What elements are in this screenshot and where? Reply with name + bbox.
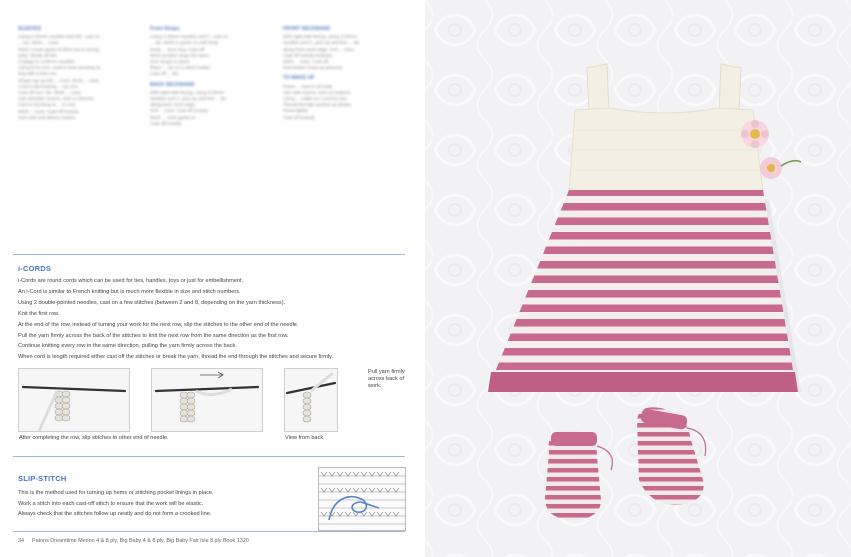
footer-text: Patons Dreamtime Merino 4 & 8 ply, Big Baby 4 & 8 ply, Big Baby Fair Isle 8 ply Book 1320: [32, 538, 249, 544]
pattern-line: Join side seams. Sew on buttons.: [283, 89, 352, 95]
slipstitch-title: SLIP-STITCH: [18, 474, 67, 483]
slipstitch-body: [18, 488, 214, 520]
pattern-line: Thread through eyelets as shown.: [283, 102, 353, 108]
icords-line: Knit the first row.: [18, 310, 60, 317]
pattern-line: Work another strap the same.: [150, 52, 211, 58]
dress-and-booties-image: [425, 0, 851, 557]
pattern-line: Using ... make an i-cord for ties.: [283, 96, 348, 102]
pattern-line: Place ... sts on a stitch holder.: [150, 65, 212, 71]
footer-rule: [13, 531, 405, 532]
pattern-line: Work ... rows. Cast off.: [283, 59, 330, 65]
pattern-line: along back neck edge.: [150, 102, 196, 108]
pattern-line: needles and C, pick up and knit ... sts: [283, 40, 360, 46]
pattern-line: along front neck edge. Knit ... rows.: [283, 46, 356, 52]
pattern-line: ... sts. Work ... rows.: [18, 40, 60, 46]
column-heading: BACK NECKBAND: [150, 81, 195, 88]
icords-line: At the end of the row, instead of turning your work for the next row, slip the stitches to the other end of the needle.: [18, 321, 299, 328]
pattern-line: Work 4 rows garter st (first row is wrong: [18, 46, 99, 52]
icords-line: Using 2 double-pointed needles, cast on a few stitches (between 2 and 8, depending on the yarn thickness).: [18, 299, 286, 306]
column-heading: FRONT NECKBAND: [283, 26, 331, 32]
caption-left: After completing the row, slip stitches to other end of needle.: [19, 435, 169, 441]
icords-line: i-Cords are round cords which can be used for ties, handles, toys or just for embellishment.: [18, 278, 244, 284]
pattern-column-sleeves: [18, 26, 136, 121]
icord-step-photo-3: [284, 368, 338, 432]
pattern-column-neckband: [283, 26, 403, 121]
pattern-line: With right side facing, using 3.25mm: [150, 89, 225, 95]
pattern-line: Using 3.25mm needles and C, cast on: [150, 34, 228, 40]
pattern-line: beg with a knit row.: [18, 71, 58, 77]
column-heading: Front Straps: [150, 26, 180, 32]
pattern-line: Cast off loosely knitwise.: [283, 52, 334, 58]
pattern-line: Sew side and sleeve seams.: [18, 114, 77, 120]
pattern-line: side). Break off MC.: [18, 52, 59, 58]
daisy-flower: [741, 120, 769, 148]
pattern-line: Using B for rem. work 8 rows stocking st,: [18, 65, 102, 71]
pattern-line: Using 3.25mm needles and MC, cast on: [18, 34, 100, 40]
icords-line: An i-Cord is similar to French knitting but is much more flexible in size and stitch numbers.: [18, 288, 241, 295]
icords-line: Pull the yarn firmly across the back of the stitches to knit the next row from the same direction as the first row.: [18, 332, 289, 339]
slipstitch-diagram: [318, 467, 406, 531]
left-page: [0, 0, 425, 557]
pattern-line: Sew straps in place.: [150, 59, 192, 65]
icord-step-photo-2: [151, 368, 263, 432]
pattern-line: ... sts. Work in garter st until strap: [150, 40, 219, 46]
slipstitch-line: This is the method used for turning up hems or stitching pocket linings in place.: [18, 490, 214, 496]
pattern-line: Cast off loosely.: [150, 120, 183, 126]
page-number: 34: [18, 538, 24, 544]
pattern-line: Cont in stocking st ... to end.: [18, 102, 76, 108]
pattern-line: Work ... rows. Cast off loosely.: [18, 108, 80, 114]
pattern-line: Change to 4.00mm needles.: [18, 59, 76, 65]
pattern-line: meas ... from beg. Cast off.: [150, 46, 206, 52]
product-photo: [425, 0, 851, 557]
pattern-line: Cast off ... sts.: [150, 71, 180, 77]
icords-line: When cord is length required either cast off the stitches or break the yarn, thread the end through the stitches and secure firmly.: [18, 354, 334, 361]
pattern-column-straps: [150, 26, 268, 127]
pattern-line: Join shoulder seams. Sew in sleeves.: [18, 96, 95, 102]
pattern-line: Work ... rows garter st.: [150, 114, 197, 120]
column-heading: SLEEVES: [18, 26, 42, 32]
pattern-line: Cast off rem. sts. Work ... rows.: [18, 90, 82, 96]
icords-line: Continue knitting every row in the same direction, pulling the yarn firmly across the back.: [18, 343, 237, 350]
pattern-line: needles and C, pick up and knit ... sts: [150, 96, 227, 102]
column-heading: TO MAKE UP: [283, 75, 315, 82]
icord-step-photo-1: [18, 368, 130, 432]
slipstitch-line: Always check that the stitches follow up neatly and do not form a crooked line.: [18, 511, 212, 517]
section-divider: [13, 456, 405, 457]
pattern-line: Knit ... rows. Cast off loosely.: [150, 108, 209, 114]
pattern-line: Shape top as foll: ... rows. Work ... rows.: [18, 77, 101, 83]
icords-title: i-CORDS: [18, 264, 52, 273]
pattern-line: Sew button loops as pictured.: [283, 65, 344, 71]
pattern-line: Press ... Sew in all ends.: [283, 83, 334, 89]
page-footer: [18, 538, 249, 544]
section-divider: [13, 254, 405, 255]
pattern-line: Press lightly.: [283, 108, 309, 114]
pattern-line: Cast off loosely.: [283, 114, 316, 120]
caption-right: View from back.: [285, 435, 325, 441]
pattern-line: With right side facing, using 3.25mm: [283, 34, 358, 40]
side-note: Pull yarn firmly across back of work.: [368, 369, 405, 389]
pattern-line: Cont in decreasing ... sts rem.: [18, 83, 80, 89]
slipstitch-line: Work a stitch into each cast-off stitch to ensure that the work will be elastic.: [18, 500, 204, 507]
icords-body: [18, 276, 413, 363]
